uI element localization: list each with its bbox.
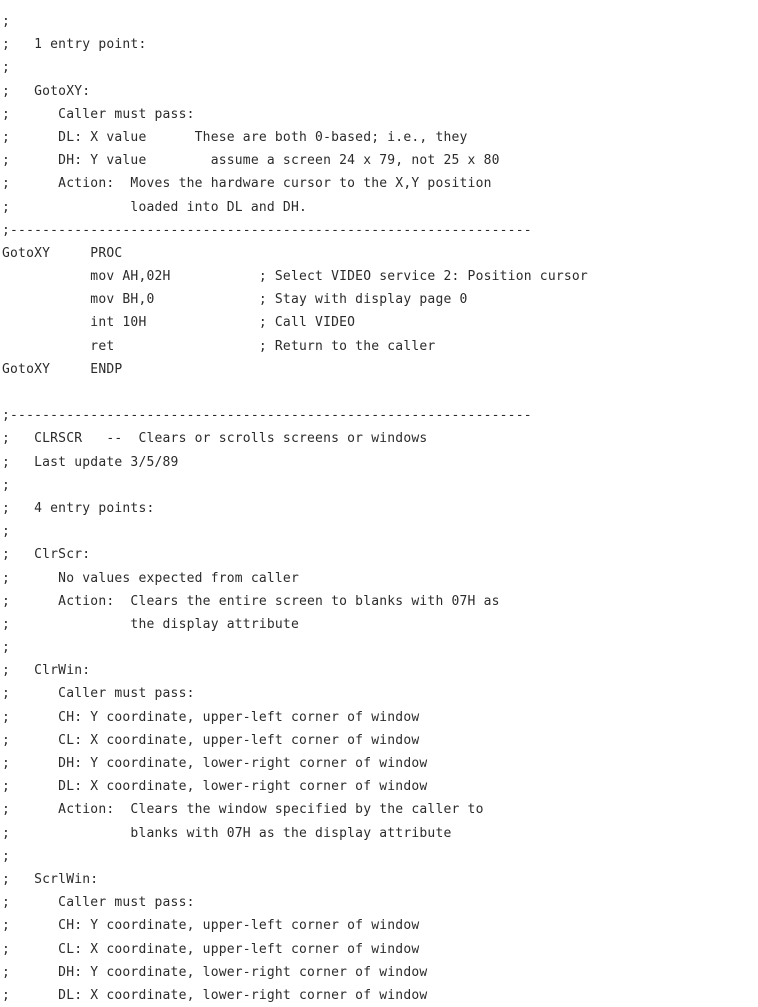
comment-line: ; Action: Clears the entire screen to blanks with 07H as <box>2 593 500 609</box>
comment-line: ; ScrlWin: <box>2 871 99 887</box>
comment-line: ; Action: Moves the hardware cursor to the X,Y position <box>2 176 492 192</box>
code-line: GotoXY PROC <box>2 245 123 261</box>
comment-line: ; DH: Y value assume a screen 24 x 79, not 25 x 80 <box>2 153 500 169</box>
comment-line: ; Last update 3/5/89 <box>2 454 179 470</box>
comment-line: ; Caller must pass: <box>2 106 195 122</box>
comment-line: ; DH: Y coordinate, lower-right corner of window <box>2 756 428 771</box>
separator-line: ;----------------------------------------------------------------- <box>2 222 532 238</box>
code-line: mov AH,02H ; Select VIDEO service 2: Position cursor <box>2 269 588 285</box>
comment-line: ; GotoXY: <box>2 83 91 99</box>
comment-line: ; DL: X coordinate, lower-right corner of window <box>2 987 428 1003</box>
code-line: int 10H ; Call VIDEO <box>2 315 356 331</box>
comment-line: ; the display attribute <box>2 616 299 632</box>
comment-line: ; blanks with 07H as the display attribute <box>2 825 452 841</box>
comment-line: ; Action: Clears the window specified by the caller to <box>2 802 484 818</box>
separator-line: ;----------------------------------------------------------------- <box>2 408 532 424</box>
comment-line: ; <box>2 477 11 493</box>
comment-line: ; <box>2 60 11 76</box>
assembly-listing <box>2 10 758 1007</box>
comment-line: ; <box>2 640 11 656</box>
comment-line: ; loaded into DL and DH. <box>2 199 308 215</box>
comment-line: ; DH: Y coordinate, lower-right corner of window <box>2 964 428 980</box>
comment-line: ; CL: X coordinate, upper-left corner of window <box>2 732 420 748</box>
comment-line: ; DL: X value These are both 0-based; i.e., they <box>2 129 468 145</box>
comment-line: ; No values expected from caller <box>2 570 299 586</box>
comment-line: ; ClrWin: <box>2 663 91 679</box>
comment-line: ; Caller must pass: <box>2 686 195 702</box>
comment-line: ; 1 entry point: <box>2 37 147 53</box>
code-line: GotoXY ENDP <box>2 361 123 377</box>
blank-line <box>2 381 758 404</box>
comment-line: ; <box>2 848 11 864</box>
comment-line: ; DL: X coordinate, lower-right corner of window <box>2 779 428 795</box>
code-line: mov BH,0 ; Stay with display page 0 <box>2 292 468 308</box>
code-line: ret ; Return to the caller <box>2 338 436 354</box>
comment-line: ; ClrScr: <box>2 547 91 563</box>
comment-line: ; CH: Y coordinate, upper-left corner of window <box>2 918 420 934</box>
comment-line: ; Caller must pass: <box>2 895 195 911</box>
comment-line: ; 4 entry points: <box>2 500 155 516</box>
comment-line: ; <box>2 14 11 29</box>
comment-line: ; CL: X coordinate, upper-left corner of window <box>2 941 420 957</box>
comment-line: ; <box>2 524 11 540</box>
comment-line: ; CLRSCR -- Clears or scrolls screens or windows <box>2 431 428 447</box>
comment-line: ; CH: Y coordinate, upper-left corner of window <box>2 709 420 725</box>
